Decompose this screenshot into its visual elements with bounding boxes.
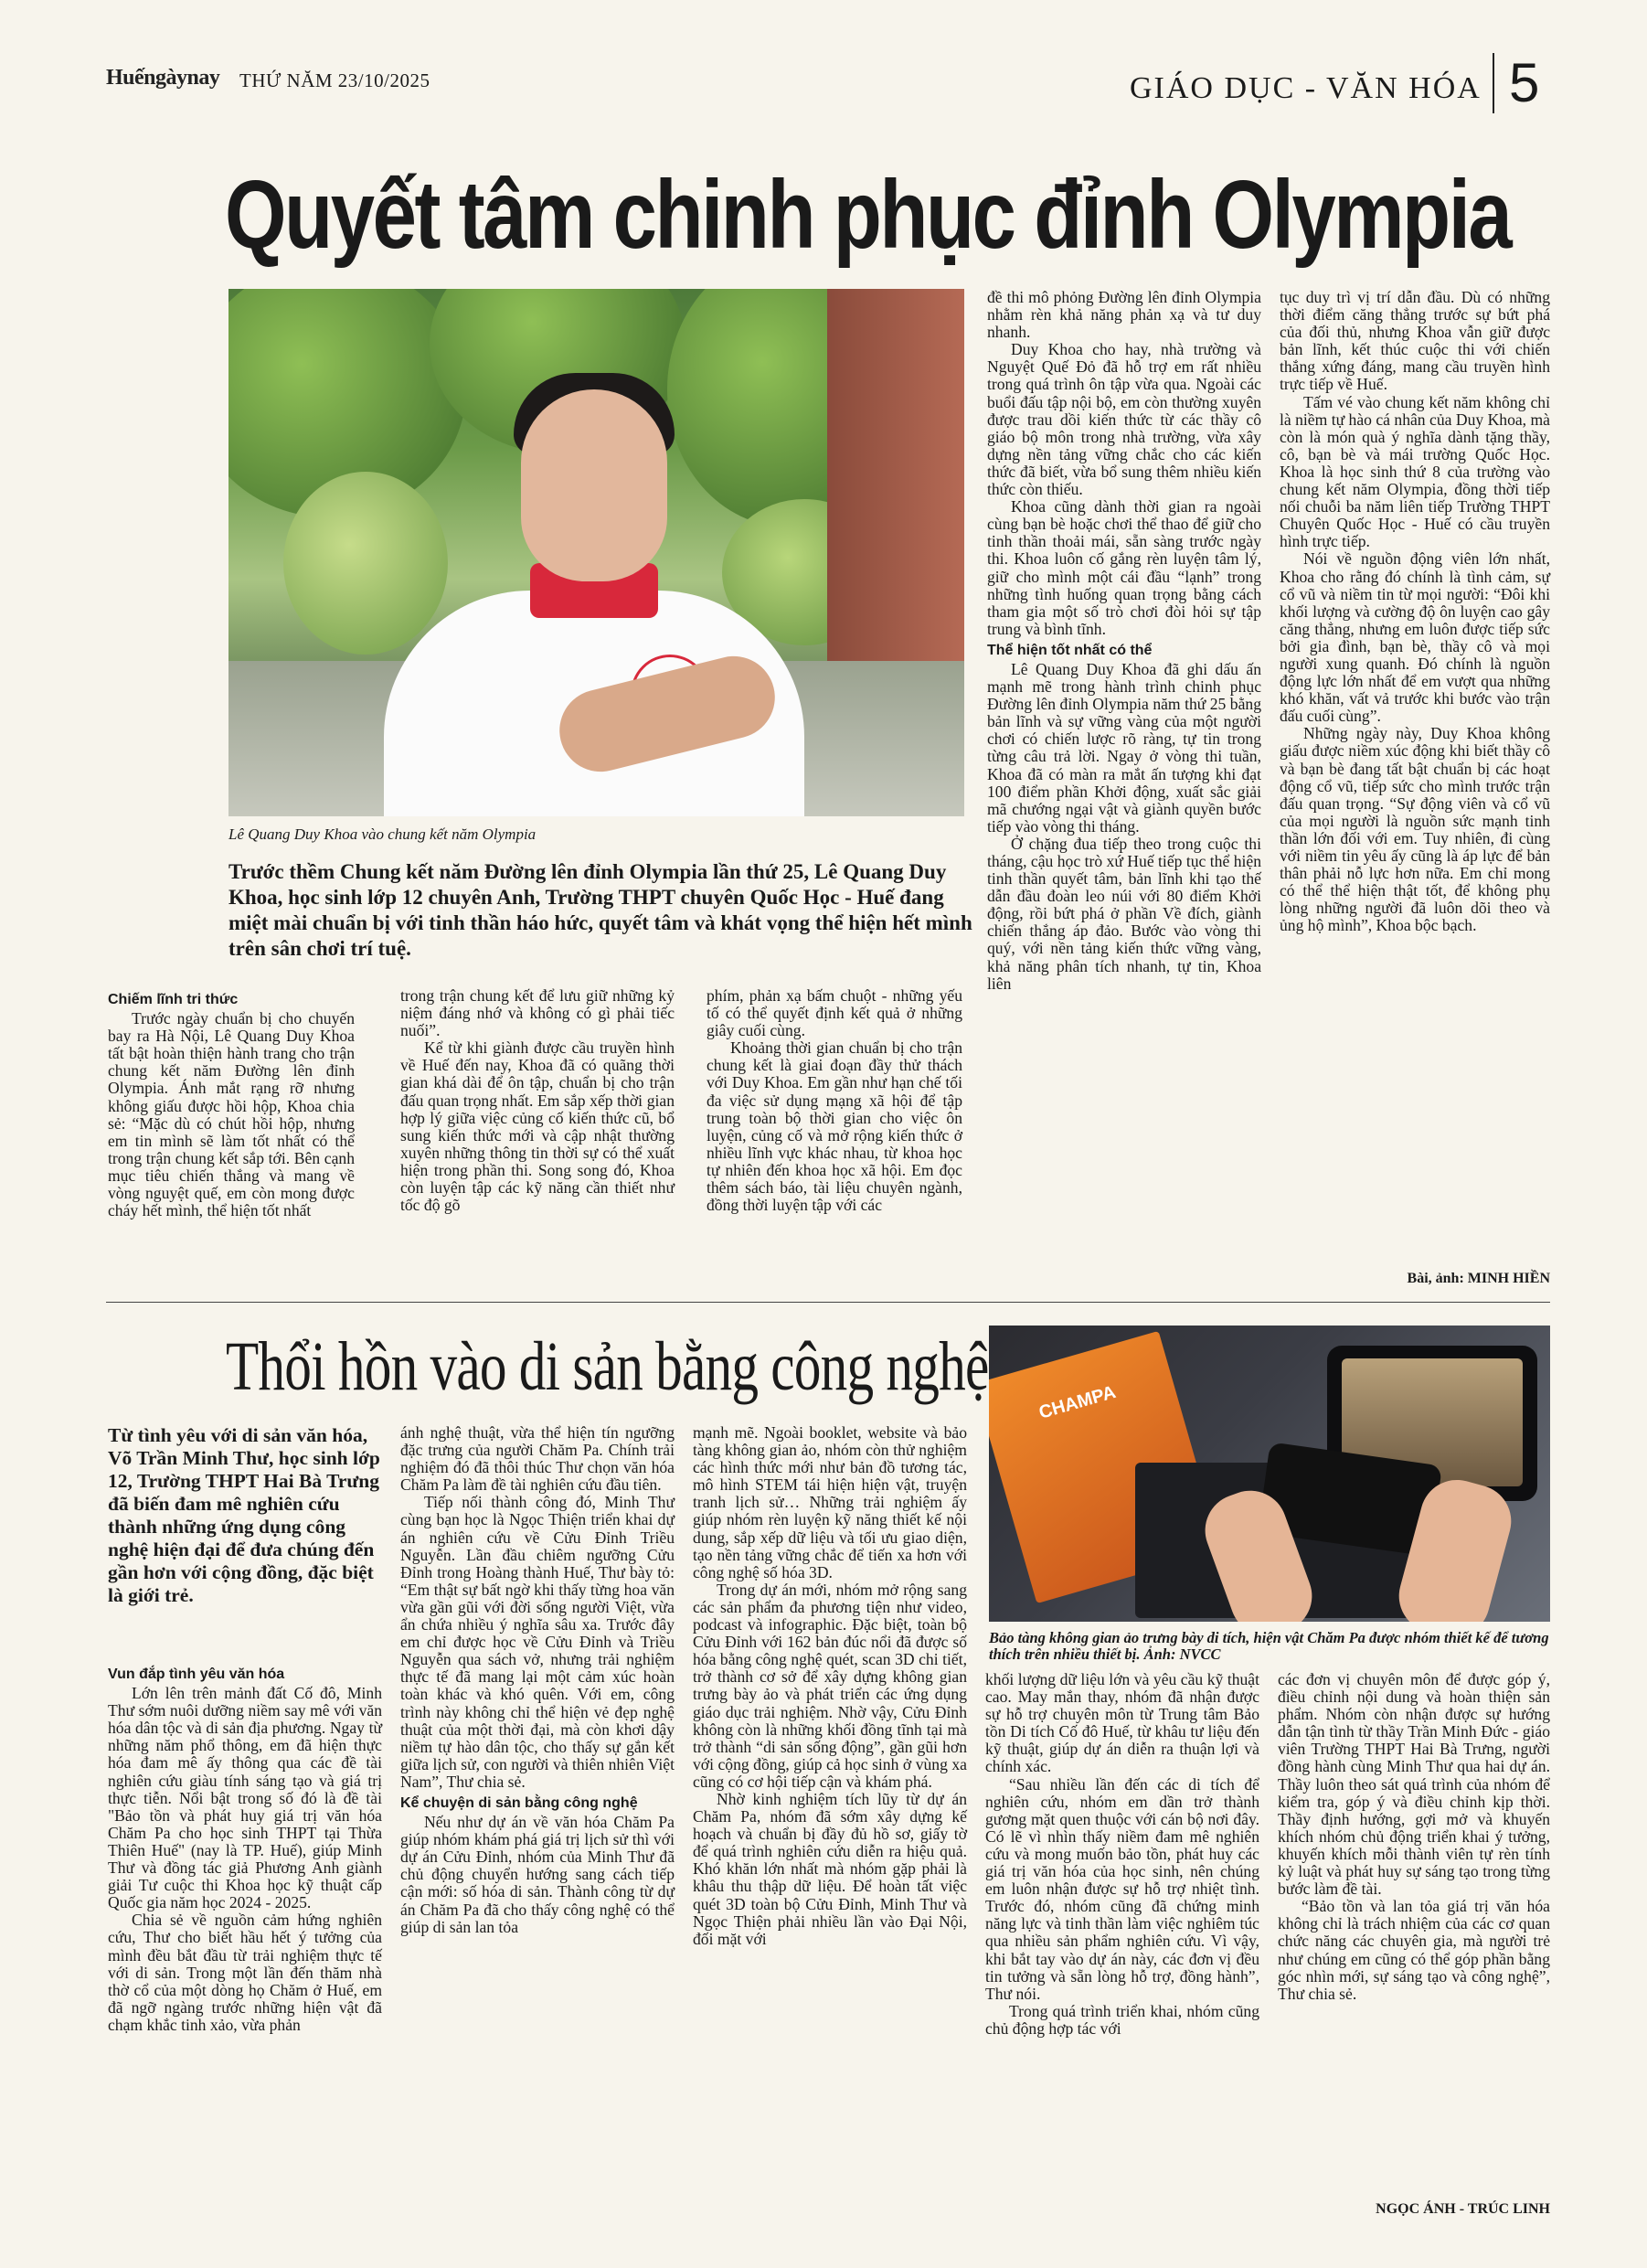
article2-col2 bbox=[400, 1424, 675, 1936]
article1-headline: Quyết tâm chinh phục đỉnh Olympia bbox=[225, 161, 1511, 269]
paragraph: Chia sẻ về nguồn cảm hứng nghiên cứu, Thư cho biết hầu hết ý tưởng của mình đều bắt đầu từ trải nghiệm thực tế với di sản. Trong một lần đến thăm nhà thờ cổ của một dòng họ Chăm ở Huế, em đã ngỡ ngàng trước những hiện vật đã chạm khắc tinh xảo, vừa phản bbox=[108, 1911, 382, 2034]
paragraph: Kể từ khi giành được cầu truyền hình về Huế đến nay, Khoa đã có quãng thời gian khá dài để ôn tập, chuẩn bị cho trận đấu quan trọng nhất. Em sắp xếp thời gian hợp lý giữa việc củng cố kiến thức cũ, bổ sung kiến thức mới và cập nhật thường xuyên những thông tin thời sự có thể xuất hiện trong phần thi. Song song đó, Khoa còn luyện tập các kỹ năng cần thiết như tốc độ gõ bbox=[400, 1038, 675, 1215]
issue-date: THỨ NĂM 23/10/2025 bbox=[239, 69, 430, 91]
article1-col5 bbox=[1280, 289, 1550, 934]
article1-col3 bbox=[707, 987, 962, 1214]
article2-subhead: Vun đắp tình yêu văn hóa bbox=[108, 1666, 285, 1682]
paragraph: Lớn lên trên mảnh đất Cố đô, Minh Thư sớm nuôi dưỡng niềm say mê với văn hóa dân tộc và di sản địa phương. Ngay từ những năm phổ thông, em đã hiện thực hóa đam mê ấy thông qua các đề tài nghiên cứu giàu tính sáng tạo và giá trị thực tiễn. Nổi bật trong số đó là đề tài "Bảo tồn và phát huy giá trị văn hóa Chăm Pa cho học sinh THPT tại Thừa Thiên Huế" (nay là TP. Huế), giúp Minh Thư và đồng tác giả Phương Anh giành giải Tư cuộc thi Khoa học kỹ thuật cấp Quốc gia năm học 2024 - 2025. bbox=[108, 1684, 382, 1912]
article-divider bbox=[106, 1302, 1550, 1303]
article1-photo-caption: Lê Quang Duy Khoa vào chung kết năm Olympia bbox=[228, 825, 537, 843]
paragraph: Nếu như dự án về văn hóa Chăm Pa giúp nhóm khám phá giá trị lịch sử thì với dự án Cửu Đỉnh, nhóm của Minh Thư đã chủ động chuyển hướng sang cách tiếp cận mới: số hóa di sản. Thành công từ dự án Chăm Pa đã cho thấy công nghệ có thể giúp di sản lan tỏa bbox=[400, 1813, 675, 1936]
article2-byline: NGỌC ÁNH - TRÚC LINH bbox=[1376, 2201, 1550, 2217]
article1-byline: Bài, ảnh: MINH HIỀN bbox=[1407, 1271, 1550, 1286]
article1-subhead: Chiếm lĩnh tri thức bbox=[108, 992, 239, 1007]
page-number: 5 bbox=[1493, 53, 1539, 113]
article2-col4 bbox=[985, 1671, 1259, 2038]
article1-col2 bbox=[400, 987, 675, 1214]
paragraph: Trong quá trình triển khai, nhóm cũng chủ động hợp tác với bbox=[985, 2001, 1259, 2038]
paragraph: ánh nghệ thuật, vừa thể hiện tín ngưỡng đặc trưng của người Chăm Pa. Chính trải nghiệm đó đã thôi thúc Thư chọn văn hóa Chăm Pa làm đề tài nghiên cứu đầu tiên. bbox=[400, 1423, 675, 1495]
article2-subhead: Kể chuyện di sản bằng công nghệ bbox=[400, 1794, 638, 1811]
paragraph: Ở chặng đua tiếp theo trong cuộc thi tháng, cậu học trò xứ Huế tiếp tục thể hiện tinh thần quyết tâm, bản lĩnh khi tạo thế dẫn đầu đoàn leo núi với 80 điểm Khởi động, rồi bứt phá ở phần Về đích, giành chiến thắng áp đảo. Bước vào vòng thi quý, với nền tảng kiến thức vững vàng, khả năng phân tích nhanh, tự tin, Khoa liên bbox=[987, 834, 1261, 993]
paragraph: mạnh mẽ. Ngoài booklet, website và bảo tàng không gian ảo, nhóm còn thử nghiệm các hình thức mới như bản đồ tương tác, mô hình STEM tái hiện hiện vật, truyện tranh lịch sử… Những trải nghiệm ấy giúp nhóm rèn luyện kỹ năng thiết kế nội dung, sắp xếp dữ liệu và tối ưu giao diện, tạo nền tảng vững chắc để tiến xa hơn với công nghệ số hóa 3D. bbox=[693, 1423, 967, 1581]
paragraph: “Sau nhiều lần đến các di tích để nghiên cứu, nhóm em dần trở thành gương mặt quen thuộc với cán bộ nơi đây. Có lẽ vì nhìn thấy niềm đam mê nghiên cứu và mong muốn bảo tồn, phát huy các giá trị văn hóa của học sinh, nên chúng em luôn nhận được sự hỗ trợ nhiệt tình. Trước đó, nhóm cũng đã chứng minh năng lực và tinh thần làm việc nghiêm túc qua nhiều sản phẩm nghiên cứu. Vì vậy, khi bắt tay vào dự án này, các đơn vị đều tin tưởng và sẵn lòng hỗ trợ, đồng hành”, Thư nói. bbox=[985, 1774, 1259, 2003]
article1-subhead: Thể hiện tốt nhất có thể bbox=[987, 642, 1153, 658]
paragraph: phím, phản xạ bấm chuột - những yếu tố có thể quyết định kết quả ở những giây cuối cùng. bbox=[707, 986, 962, 1040]
paragraph: Tiếp nối thành công đó, Minh Thư cùng bạn học là Ngọc Thiện triển khai dự án nghiên cứu về Cửu Đỉnh Triều Nguyễn. Lần đầu chiêm ngưỡng Cửu Đỉnh trong Hoàng thành Huế, Thư bày tỏ: “Em thật sự bất ngờ khi thấy từng hoa văn vừa gần gũi với đời sống người Việt, vừa ẩn chứa nhiều ý nghĩa sâu xa. Trước đây em chỉ được học về Cửu Đỉnh và Triều Nguyễn qua sách vở, nhưng trải nghiệm thực tế đã mang lại một cảm xúc hoàn toàn khác và khó quên. Với em, công trình này không chỉ thể hiện vẻ đẹp nghệ thuật của một thời đại, mà còn khơi dậy niềm tự hào dân tộc, cho thấy sự gắn kết giữa lịch sử, con người và thiên nhiên Việt Nam”, Thư chia sẻ. bbox=[400, 1493, 675, 1791]
paragraph: Lê Quang Duy Khoa đã ghi dấu ấn mạnh mẽ trong hành trình chinh phục Đường lên đỉnh Olympia năm thứ 25 bằng bản lĩnh và sự vững vàng của một người chơi có chiến lược rõ ràng, tự tin trong từng câu trả lời. Ngay ở vòng thi tuần, Khoa đã có màn ra mắt ấn tượng khi đạt 100 điểm phần Khởi động, xuất sắc giải mã chướng ngại vật và giành quyền bước tiếp vào vòng thi tháng. bbox=[987, 659, 1261, 836]
paragraph: Trong dự án mới, nhóm mở rộng sang các sản phẩm đa phương tiện như video, podcast và infographic. Đặc biệt, toàn bộ Cửu Đỉnh với 162 bản đúc nổi đã được số hóa bằng công nghệ quét, scan 3D chi tiết, trở thành cơ sở để xây dựng không gian trưng bày ảo và phát triển các ứng dụng giáo dục trải nghiệm. Nhờ vậy, Cửu Đỉnh không còn là những khối đồng tĩnh tại mà trở thành “di sản sống động”, gần gũi hơn với cộng đồng, giúp cả học sinh ở vùng xa cũng có cơ hội tiếp cận và khám phá. bbox=[693, 1580, 967, 1791]
article2-col1 bbox=[108, 1662, 382, 2034]
paragraph: Duy Khoa cho hay, nhà trường và Nguyệt Quế Đỏ đã hỗ trợ em rất nhiều trong quá trình ôn tập vừa qua. Ngoài các buổi đấu tập nội bộ, em còn thường xuyên được trau dồi kiến thức từ các thầy cô giáo bộ môn trong nhà trường, vừa xây dựng nền tảng vững chắc cho các kiến thức đã biết, vừa bổ sung thêm nhiều kiến thức còn thiếu. bbox=[987, 340, 1261, 499]
article1-photo bbox=[228, 289, 964, 816]
article2-headline: Thổi hồn vào di sản bằng công nghệ bbox=[226, 1328, 989, 1405]
paragraph: tục duy trì vị trí dẫn đầu. Dù có những thời điểm căng thẳng trước sự bứt phá của đối thủ, nhưng Khoa vẫn giữ được bản lĩnh, kết thúc cuộc thi với chiến thắng xứng đáng, mang cầu truyền hình trực tiếp về Huế. bbox=[1280, 288, 1550, 394]
paragraph: Nói về nguồn động viên lớn nhất, Khoa cho rằng đó chính là tình cảm, sự cổ vũ và niềm tin từ mọi người: “Đôi khi khối lượng và cường độ ôn luyện cao gây căng thẳng, nhưng em luôn được tiếp sức bởi gia đình, bạn bè, thầy cô và mọi người xung quanh. Đó chính là nguồn động lực lớn nhất để em vượt qua những khó khăn, vất vả trước khi bước vào trận đấu cuối cùng”. bbox=[1280, 549, 1550, 726]
article2-col3 bbox=[693, 1424, 967, 1948]
newspaper-logo: Huếngàynay bbox=[106, 66, 220, 90]
article1-lead: Trước thềm Chung kết năm Đường lên đỉnh Olympia lần thứ 25, Lê Quang Duy Khoa, học sinh lớp 12 chuyên Anh, Trường THPT chuyên Quốc Học - Huế đang miệt mài chuẩn bị với tinh thần háo hức, quyết tâm và khát vọng thể hiện hết mình trên sân chơi trí tuệ. bbox=[228, 860, 972, 960]
paragraph: Khoa cũng dành thời gian ra ngoài cùng bạn bè hoặc chơi thể thao để giữ cho tinh thần thoải mái, sẵn sàng trước ngày thi. Khoa luôn cố gắng rèn luyện tâm lý, giữ cho mình một cái đầu “lạnh” trong những tình huống quan trọng bằng cách tham gia một số trò chơi đòi hỏi sự tập trung và bình tĩnh. bbox=[987, 497, 1261, 638]
article2-lead: Từ tình yêu với di sản văn hóa, Võ Trần Minh Thư, học sinh lớp 12, Trường THPT Hai Bà Trưng đã biến đam mê nghiên cứu thành những ứng dụng công nghệ hiện đại để đưa chúng đến gần hơn với cộng đồng, đặc biệt là giới trẻ. bbox=[108, 1424, 380, 1606]
paragraph: Tấm vé vào chung kết năm không chỉ là niềm tự hào cá nhân của Duy Khoa, mà còn là món quà ý nghĩa dành tặng thầy, cô, bạn bè và mái trường Quốc Học. Khoa là học sinh thứ 8 của trường vào chung kết năm Olympia, đồng thời tiếp nối chuỗi ba năm liên tiếp Trường THPT Chuyên Quốc Học - Huế có cầu truyền hình trực tiếp. bbox=[1280, 392, 1550, 551]
article2-photo bbox=[989, 1326, 1550, 1622]
paragraph: các đơn vị chuyên môn để được góp ý, điều chỉnh nội dung và hoàn thiện sản phẩm. Nhóm còn nhận được sự hướng dẫn tận tình từ thầy Trần Minh Đức - giáo viên Trường THPT Hai Bà Trưng, người đồng hành cùng Minh Thư qua hai dự án. Thầy luôn theo sát quá trình của nhóm để kiểm tra, góp ý và điều chỉnh kịp thời. Thầy định hướng, gợi mở và khuyến khích nhóm chủ động triển khai ý tưởng, khuyến khích mỗi thành viên tự rèn tính kỷ luật và phát huy sự sáng tạo trong từng bước làm đề tài. bbox=[1278, 1670, 1550, 1899]
article2-col5 bbox=[1278, 1671, 1550, 2003]
booklet-title: CHAMPA bbox=[1036, 1381, 1119, 1423]
article2-photo-caption: Bảo tàng không gian ảo trưng bày di tích, hiện vật Chăm Pa được nhóm thiết kế để tương thích trên nhiều thiết bị. Ảnh: NVCC bbox=[989, 1629, 1549, 1663]
paragraph: Nhờ kinh nghiệm tích lũy từ dự án Chăm Pa, nhóm đã sớm xây dựng kế hoạch và chuẩn bị đầy đủ hồ sơ, giấy tờ để quá trình nghiên cứu diễn ra hiệu quả. Khó khăn lớn nhất mà nhóm gặp phải là khâu thu thập dữ liệu. Để hoàn tất việc quét 3D toàn bộ Cửu Đỉnh, Minh Thư và Ngọc Thiện phải nhiều lần vào Đại Nội, đối mặt với bbox=[693, 1789, 967, 1948]
paragraph: trong trận chung kết để lưu giữ những kỷ niệm đáng nhớ và không có gì phải tiếc nuối”. bbox=[400, 986, 675, 1040]
paragraph: Khoảng thời gian chuẩn bị cho trận chung kết là giai đoạn đầy thử thách với Duy Khoa. Em gần như hạn chế tối đa việc sử dụng mạng xã hội để tập trung toàn bộ thời gian cho việc ôn luyện, củng cố và mở rộng kiến thức ở nhiều lĩnh vực khác nhau, từ khoa học tự nhiên đến khoa học xã hội. Em đọc thêm sách báo, tài liệu chuyên ngành, đồng thời luyện tập với các bbox=[707, 1038, 962, 1215]
paragraph: đề thi mô phỏng Đường lên đỉnh Olympia nhằm rèn khả năng phản xạ và tư duy nhanh. bbox=[987, 288, 1261, 342]
paragraph: khối lượng dữ liệu lớn và yêu cầu kỹ thuật cao. May mắn thay, nhóm đã nhận được sự hỗ trợ chuyên môn từ Trung tâm Bảo tồn Di tích Cố đô Huế, từ khâu tư liệu đến kỹ thuật, giúp dự án diễn ra thuận lợi và chính xác. bbox=[985, 1670, 1259, 1776]
paragraph: “Bảo tồn và lan tỏa giá trị văn hóa không chỉ là trách nhiệm của các cơ quan chức năng các chuyên gia, mà người trẻ như chúng em cũng có thể góp phần bằng góc nhìn mới, sự sáng tạo và công nghệ”, Thư chia sẻ. bbox=[1278, 1897, 1550, 2003]
article1-col4 bbox=[987, 289, 1261, 993]
paragraph: Những ngày này, Duy Khoa không giấu được niềm xúc động khi biết thầy cô và bạn bè đang tất bật chuẩn bị các hoạt động cổ vũ, tiếp sức cho mình trước trận đấu quan trọng. “Sự động viên và cổ vũ của mọi người là nguồn sức mạnh tinh thần lớn đối với em. Tuy nhiên, đi cùng với niềm tin yêu ấy cũng là áp lực để bản thân phải nỗ lực hơn nữa. Em chỉ mong có thể thể hiện thật tốt, để không phụ lòng những người đã luôn dõi theo và ủng hộ mình”, Khoa bộc bạch. bbox=[1280, 724, 1550, 935]
article1-col1 bbox=[108, 987, 355, 1219]
section-title: GIÁO DỤC - VĂN HÓA bbox=[1130, 71, 1482, 105]
paragraph: Trước ngày chuẩn bị cho chuyến bay ra Hà Nội, Lê Quang Duy Khoa tất bật hoàn thiện hành trang cho trận chung kết năm Đường lên đỉnh Olympia. Ánh mắt rạng rỡ nhưng không giấu được hồi hộp, Khoa chia sẻ: “Mặc dù có chút hồi hộp, nhưng em tin mình sẽ làm tốt nhất có thể trong trận chung kết sắp tới. Bên cạnh mục tiêu chiến thắng và mang về vòng nguyệt quế, em còn mong được cháy hết mình, thể hiện tốt nhất bbox=[108, 1009, 355, 1220]
